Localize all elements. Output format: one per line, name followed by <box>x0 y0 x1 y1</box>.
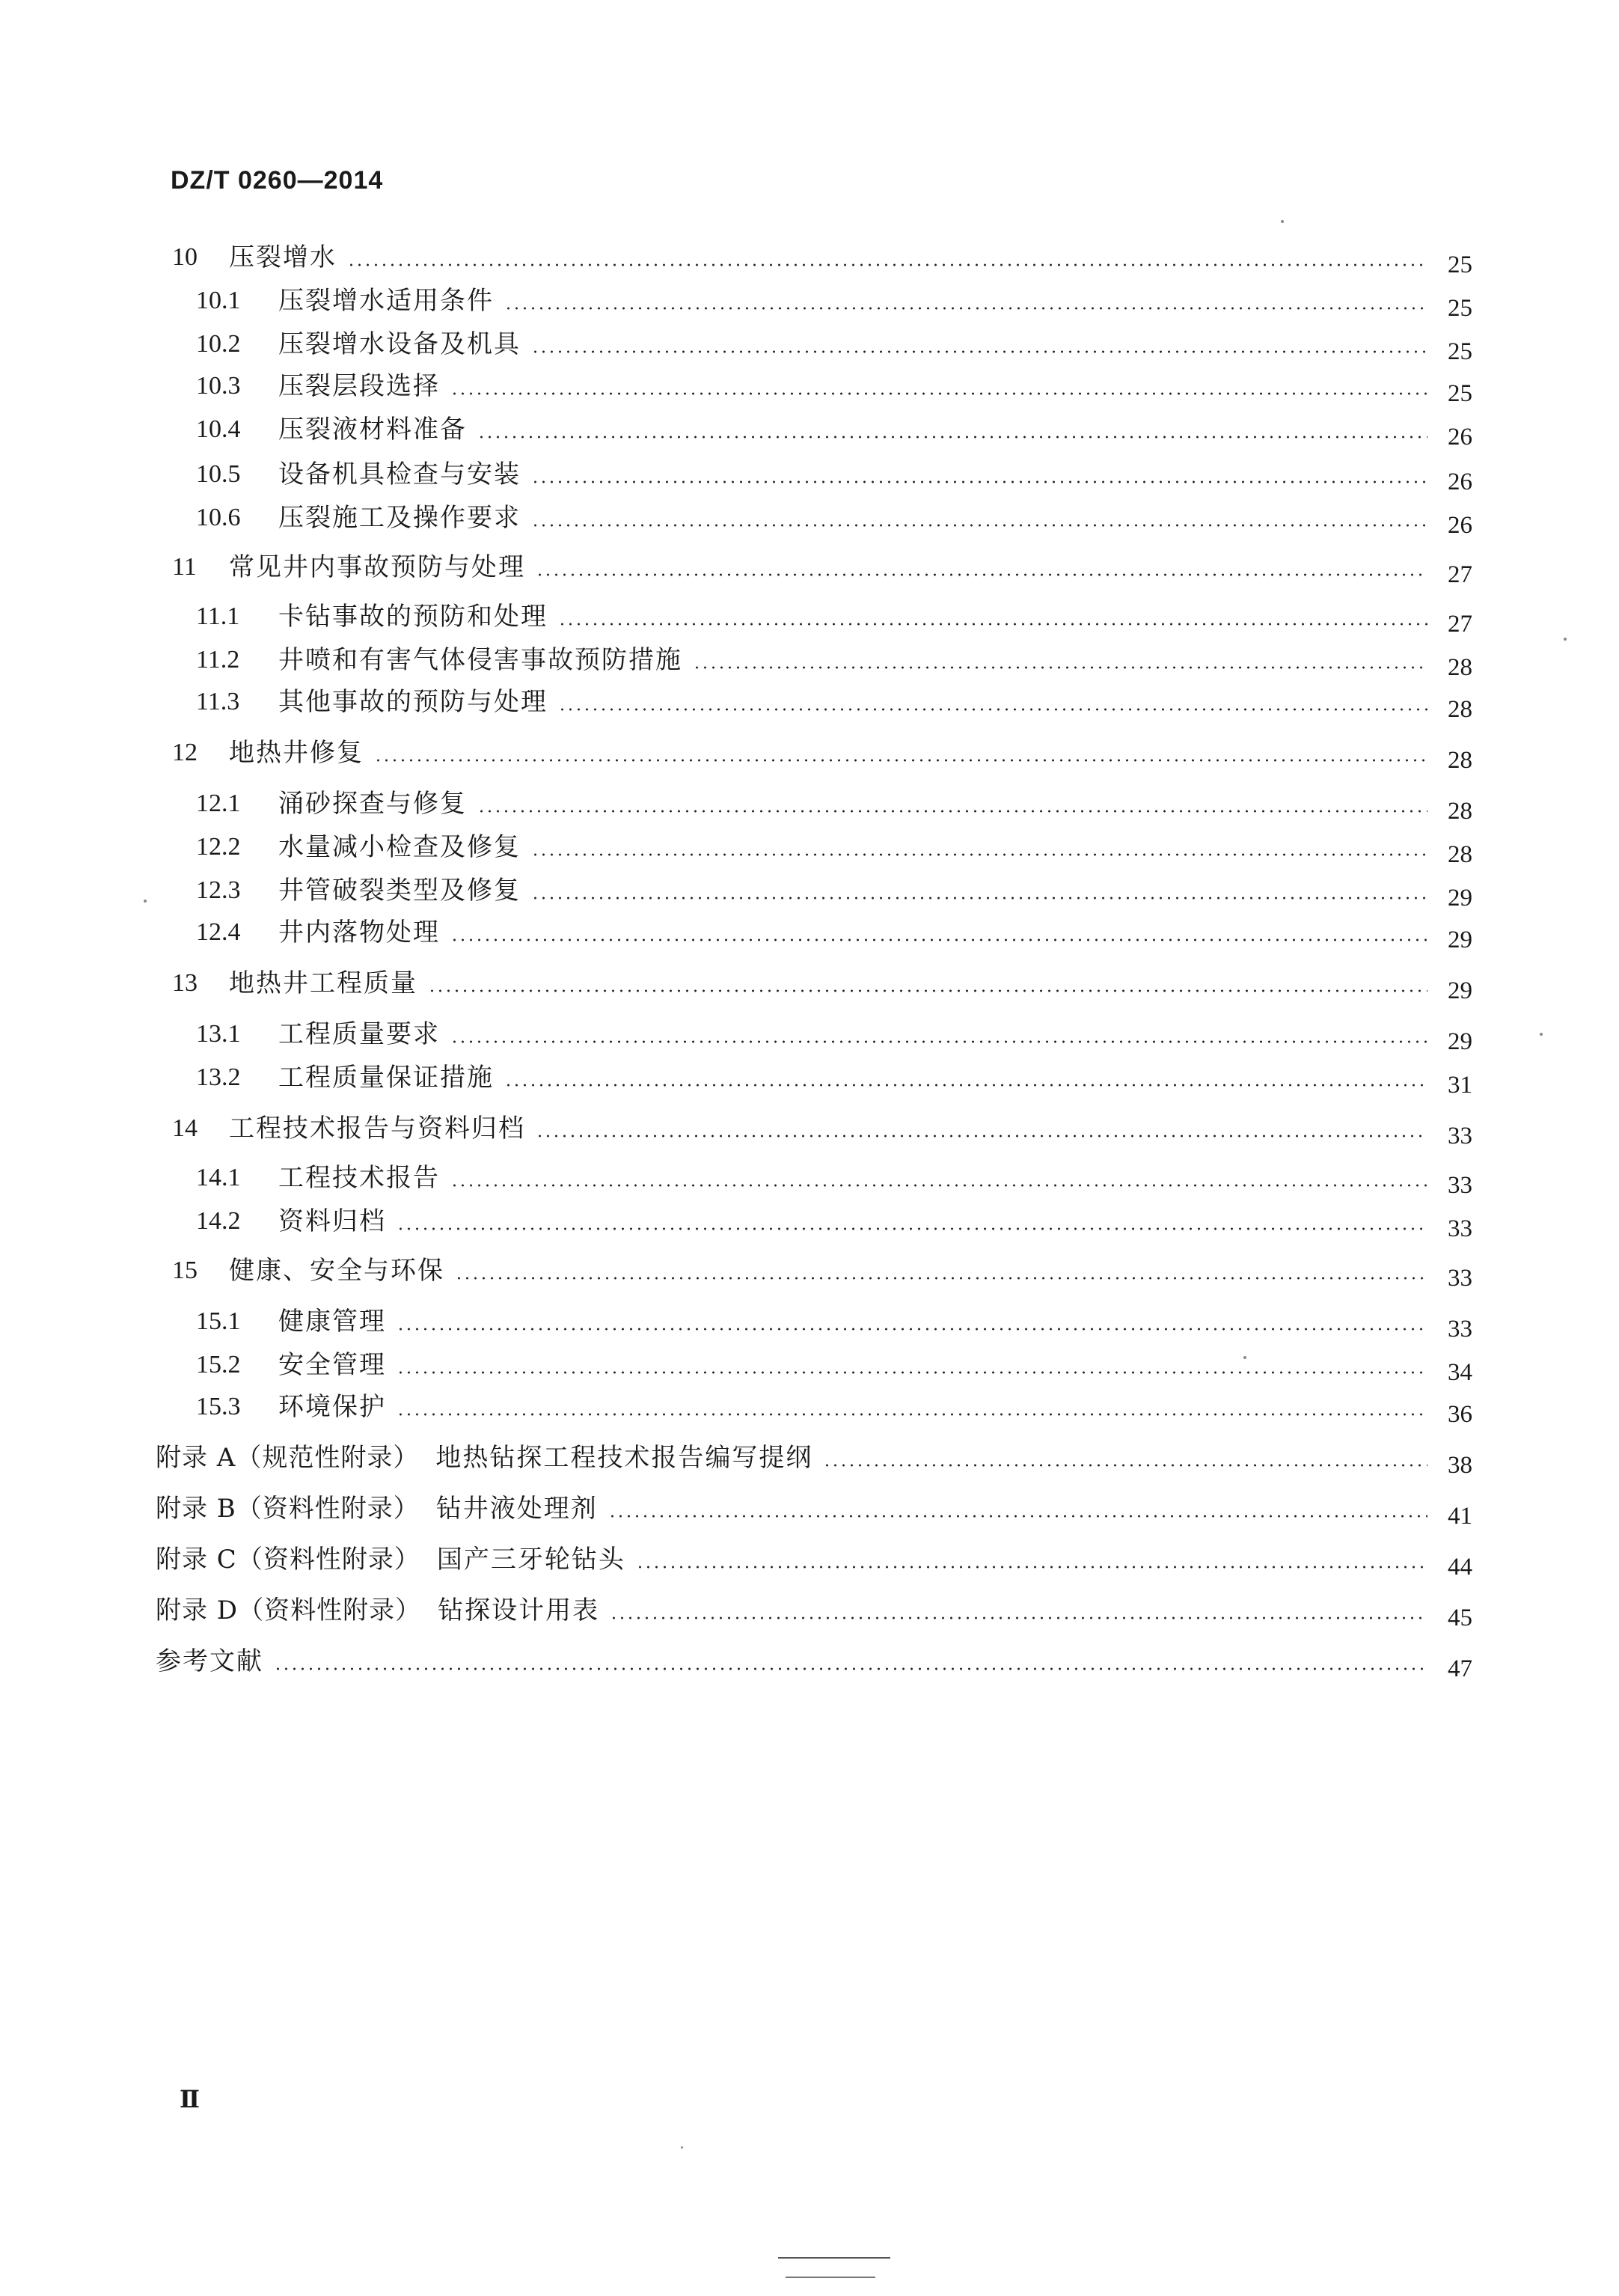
toc-entry-number: 12.2 <box>196 833 241 861</box>
toc-entry-page: 28 <box>1448 747 1472 774</box>
toc-entry-title: 压裂增水设备及机具 <box>278 329 521 359</box>
toc-leader-dots <box>536 1135 1427 1138</box>
toc-leader-dots <box>374 759 1427 762</box>
toc-leader-dots <box>531 524 1427 527</box>
toc-entry <box>156 1543 1472 1581</box>
toc-entry <box>156 1492 1472 1530</box>
toc-entry-title: 压裂施工及操作要求 <box>278 503 521 533</box>
toc-entry-page: 45 <box>1448 1605 1472 1631</box>
toc-entry-title: 涌砂探查与修复 <box>278 789 467 819</box>
toc-leader-dots <box>823 1464 1427 1467</box>
toc-entry-title: 压裂增水适用条件 <box>278 286 494 316</box>
toc-entry-title: 卡钻事故的预防和处理 <box>278 602 548 632</box>
toc-entry <box>196 328 1472 365</box>
scan-speck <box>144 900 147 903</box>
toc-entry-page: 25 <box>1448 295 1472 322</box>
toc-entry <box>196 1305 1472 1343</box>
toc-entry-number: 附录 C（资料性附录） <box>156 1545 420 1575</box>
toc-entry-page: 27 <box>1448 561 1472 588</box>
toc-entry-number: 10.6 <box>196 504 241 531</box>
toc-entry <box>196 1061 1472 1099</box>
toc-entry-title: 其他事故的预防与处理 <box>278 687 548 717</box>
toc-leader-dots <box>274 1667 1427 1670</box>
toc-entry-number: 13 <box>172 969 198 997</box>
scan-speck <box>1540 1033 1543 1036</box>
toc-leader-dots <box>536 573 1427 576</box>
toc-entry-page: 34 <box>1448 1359 1472 1386</box>
toc-entry-number: 15 <box>172 1257 198 1284</box>
toc-entry-page: 25 <box>1448 251 1472 278</box>
toc-leader-dots <box>636 1566 1427 1569</box>
toc-entry <box>196 458 1472 495</box>
toc-entry <box>196 1205 1472 1242</box>
toc-entry-number: 11.3 <box>196 688 240 715</box>
toc-entry-page: 44 <box>1448 1554 1472 1581</box>
toc-entry-title: 压裂增水 <box>229 242 337 272</box>
toc-entry <box>196 1161 1472 1199</box>
toc-leader-dots <box>531 350 1427 353</box>
toc-entry-page: 28 <box>1448 654 1472 681</box>
toc-leader-dots <box>477 810 1427 813</box>
toc-entry-page: 26 <box>1448 424 1472 451</box>
toc-entry-number: 12 <box>172 739 198 766</box>
toc-entry <box>156 1645 1472 1682</box>
toc-entry-page: 25 <box>1448 380 1472 407</box>
toc-leader-dots <box>531 897 1427 900</box>
toc-entry-title: 常见井内事故预防与处理 <box>229 552 525 582</box>
toc-entry-page: 33 <box>1448 1215 1472 1242</box>
scan-artifact-line <box>786 2277 875 2278</box>
toc-leader-dots <box>477 436 1427 439</box>
toc-entry-title: 压裂液材料准备 <box>278 415 467 445</box>
toc-entry-number: 附录 A（规范性附录） <box>156 1443 420 1473</box>
toc-entry-number: 10.4 <box>196 415 241 443</box>
toc-leader-dots <box>450 392 1427 395</box>
toc-entry-title: 地热钻探工程技术报告编写提纲 <box>435 1443 813 1473</box>
page-number: Ⅱ <box>180 2086 200 2113</box>
toc-entry-number: 10 <box>172 243 198 271</box>
toc-entry-page: 28 <box>1448 798 1472 825</box>
toc-entry <box>196 501 1472 539</box>
toc-entry-title: 参考文献 <box>156 1646 263 1676</box>
toc-entry-title: 地热井工程质量 <box>229 968 417 998</box>
toc-entry <box>172 241 1472 278</box>
toc-entry-page: 41 <box>1448 1503 1472 1530</box>
toc-entry-title: 工程技术报告 <box>278 1163 440 1193</box>
toc-entry-page: 29 <box>1448 926 1472 953</box>
toc-entry <box>172 1254 1472 1292</box>
toc-entry-number: 附录 B（资料性附录） <box>156 1494 420 1524</box>
toc-entry-title: 井管破裂类型及修复 <box>278 876 521 906</box>
toc-entry <box>172 967 1472 1004</box>
toc-leader-dots <box>504 307 1427 310</box>
toc-entry <box>196 686 1472 723</box>
toc-leader-dots <box>455 1277 1427 1280</box>
toc-entry-page: 47 <box>1448 1655 1472 1682</box>
toc-entry <box>196 370 1472 407</box>
toc-entry <box>196 916 1472 953</box>
toc-entry-number: 13.1 <box>196 1020 241 1048</box>
toc-entry-number: 10.5 <box>196 460 241 488</box>
toc-entry <box>172 736 1472 774</box>
toc-entry-title: 安全管理 <box>278 1350 386 1380</box>
toc-entry-number: 15.1 <box>196 1307 241 1335</box>
toc-entry-title: 钻井液处理剂 <box>435 1494 598 1524</box>
toc-entry-title: 工程技术报告与资料归档 <box>229 1114 525 1144</box>
toc-entry-page: 27 <box>1448 611 1472 638</box>
toc-entry <box>196 284 1472 322</box>
toc-entry-title: 国产三牙轮钻头 <box>436 1545 625 1575</box>
toc-entry-page: 33 <box>1448 1316 1472 1343</box>
scan-speck <box>1243 1356 1246 1359</box>
toc-entry-title: 地热井修复 <box>229 738 364 768</box>
toc-entry <box>196 874 1472 912</box>
toc-leader-dots <box>450 1184 1427 1187</box>
toc-entry-title: 资料归档 <box>278 1206 386 1236</box>
toc-leader-dots <box>397 1328 1427 1331</box>
toc-entry <box>196 600 1472 638</box>
toc-entry-title: 钻探设计用表 <box>438 1596 600 1625</box>
toc-entry-number: 14.2 <box>196 1207 241 1235</box>
toc-entry-title: 压裂层段选择 <box>278 371 440 401</box>
toc-leader-dots <box>397 1227 1427 1230</box>
toc-entry <box>156 1441 1472 1479</box>
toc-entry <box>196 831 1472 868</box>
toc-entry-page: 29 <box>1448 885 1472 912</box>
toc-entry-number: 12.1 <box>196 790 241 817</box>
toc-entry-page: 33 <box>1448 1265 1472 1292</box>
toc-entry-page: 33 <box>1448 1123 1472 1149</box>
toc-entry-title: 水量减小检查及修复 <box>278 832 521 862</box>
scan-speck <box>1564 638 1567 641</box>
toc-entry <box>172 1112 1472 1149</box>
toc-entry-number: 10.1 <box>196 287 241 314</box>
toc-leader-dots <box>397 1413 1427 1416</box>
toc-entry-number: 13.2 <box>196 1063 241 1091</box>
toc-entry <box>196 644 1472 681</box>
standard-code: DZ/T 0260—2014 <box>171 166 384 195</box>
toc-entry-title: 环境保护 <box>278 1392 386 1422</box>
toc-entry-title: 井喷和有害气体侵害事故预防措施 <box>278 645 682 675</box>
toc-entry-number: 14 <box>172 1114 198 1142</box>
toc-leader-dots <box>558 623 1427 626</box>
toc-entry <box>156 1594 1472 1631</box>
toc-leader-dots <box>693 666 1427 669</box>
toc-entry-title: 设备机具检查与安装 <box>278 459 521 489</box>
toc-entry-number: 附录 D（资料性附录） <box>156 1596 422 1625</box>
scan-speck <box>1281 220 1284 223</box>
toc-leader-dots <box>397 1371 1427 1374</box>
toc-leader-dots <box>531 480 1427 483</box>
toc-leader-dots <box>531 853 1427 856</box>
toc-leader-dots <box>428 989 1427 992</box>
scan-artifact-line <box>778 2257 890 2259</box>
toc-entry-number: 11 <box>172 553 197 581</box>
toc-entry-page: 28 <box>1448 841 1472 868</box>
toc-entry-page: 36 <box>1448 1401 1472 1428</box>
toc-entry-page: 26 <box>1448 468 1472 495</box>
toc-entry-title: 工程质量保证措施 <box>278 1063 494 1093</box>
toc-leader-dots <box>608 1515 1427 1518</box>
toc-entry-title: 井内落物处理 <box>278 918 440 947</box>
toc-entry-page: 31 <box>1448 1072 1472 1099</box>
toc-entry <box>196 413 1472 451</box>
toc-entry-page: 33 <box>1448 1172 1472 1199</box>
toc-entry-page: 38 <box>1448 1452 1472 1479</box>
toc-entry-title: 健康、安全与环保 <box>229 1256 444 1286</box>
toc-entry-page: 25 <box>1448 338 1472 365</box>
toc-entry-number: 10.3 <box>196 372 241 400</box>
toc-leader-dots <box>450 1040 1427 1043</box>
toc-entry <box>172 551 1472 588</box>
toc-leader-dots <box>450 938 1427 941</box>
toc-entry <box>196 1390 1472 1428</box>
toc-entry-page: 29 <box>1448 1028 1472 1055</box>
toc-entry-title: 工程质量要求 <box>278 1019 440 1049</box>
toc-entry-page: 28 <box>1448 696 1472 723</box>
toc-entry-number: 14.1 <box>196 1164 241 1191</box>
scan-speck <box>681 2146 683 2149</box>
toc-entry <box>196 1018 1472 1055</box>
toc-entry-title: 健康管理 <box>278 1307 386 1337</box>
toc-entry <box>196 1349 1472 1386</box>
toc-entry-number: 12.4 <box>196 918 241 946</box>
toc-entry-number: 15.2 <box>196 1351 241 1378</box>
toc-entry-number: 10.2 <box>196 330 241 358</box>
toc-leader-dots <box>347 263 1427 266</box>
toc-entry <box>196 787 1472 825</box>
toc-entry-number: 11.2 <box>196 646 240 674</box>
toc-entry-number: 12.3 <box>196 876 241 904</box>
toc-leader-dots <box>558 708 1427 711</box>
toc-entry-page: 26 <box>1448 512 1472 539</box>
toc-entry-number: 11.1 <box>196 602 240 630</box>
toc-entry-number: 15.3 <box>196 1393 241 1420</box>
toc-leader-dots <box>610 1616 1427 1619</box>
toc-entry-page: 29 <box>1448 977 1472 1004</box>
toc-leader-dots <box>504 1084 1427 1087</box>
